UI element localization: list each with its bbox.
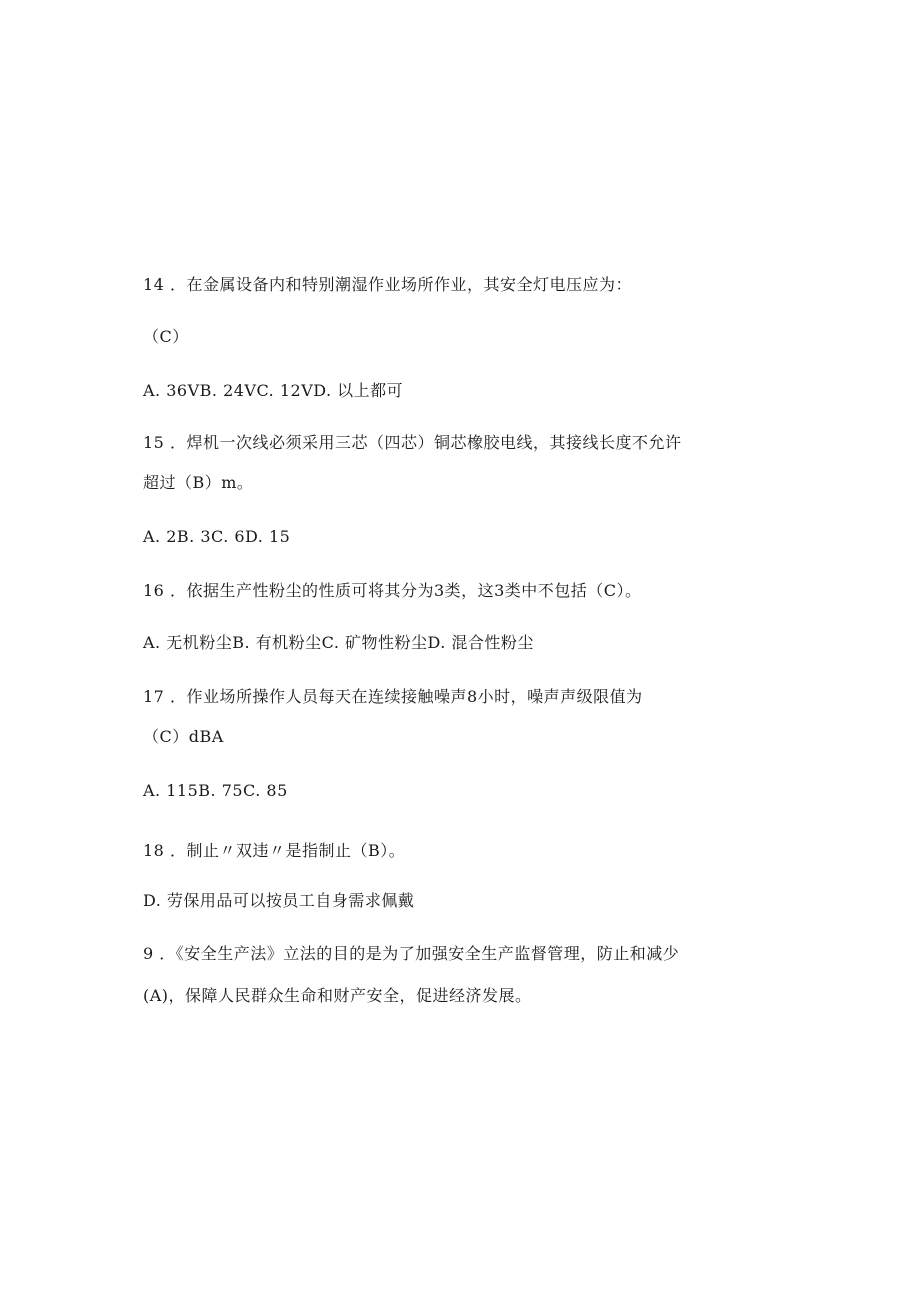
- question-17-answer: （C）dBA: [143, 727, 224, 746]
- question-15-options: A. 2B. 3C. 6D. 15: [143, 527, 291, 546]
- question-18-text: 18 ．制止〃双违〃是指制止（B）。: [143, 841, 406, 860]
- question-15-text: 15 ．焊机一次线必须采用三芯（四芯）铜芯橡胶电线，其接线长度不允许: [143, 433, 682, 452]
- question-18-option-d: D. 劳保用品可以按员工自身需求佩戴: [143, 891, 415, 910]
- question-9-text: 9 ．《安全生产法》立法的目的是为了加强安全生产监督管理，防止和减少: [143, 944, 680, 963]
- question-14-text: 14 ．在金属设备内和特别潮湿作业场所作业，其安全灯电压应为：: [143, 275, 632, 294]
- question-16-options: A. 无机粉尘B. 有机粉尘C. 矿物性粉尘D. 混合性粉尘: [143, 633, 534, 652]
- question-16-text: 16 ．依据生产性粉尘的性质可将其分为3类，这3类中不包括（C）。: [143, 581, 642, 600]
- question-17-text: 17 ．作业场所操作人员每天在连续接触噪声8小时，噪声声级限值为: [143, 687, 643, 706]
- question-14-answer: （C）: [143, 327, 189, 346]
- question-15-text-cont: 超过（B）m。: [143, 473, 254, 492]
- question-14-options: A. 36VB. 24VC. 12VD. 以上都可: [143, 381, 404, 400]
- question-9-text-cont: (A)，保障人民群众生命和财产安全，促进经济发展。: [143, 986, 532, 1005]
- question-17-options: A. 115B. 75C. 85: [143, 781, 288, 800]
